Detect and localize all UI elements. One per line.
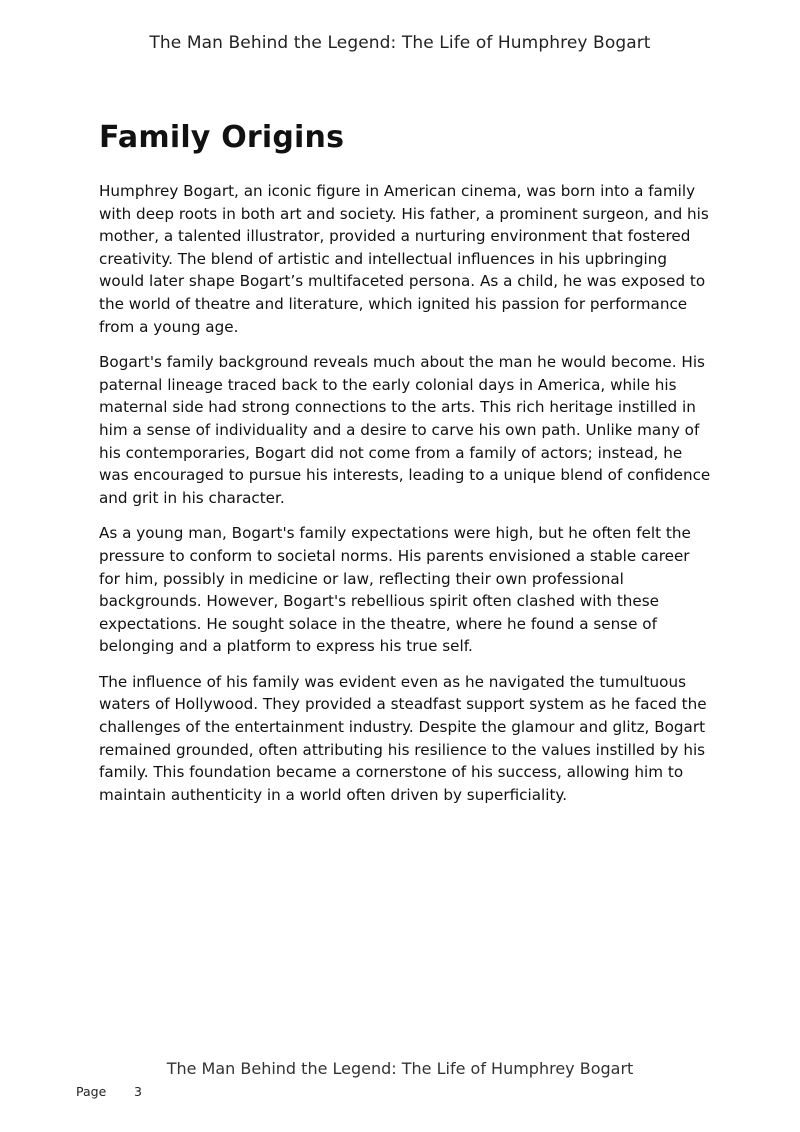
body-paragraph: The influence of his family was evident even as he navigated the tumultuous waters of Hollywood. They provided a steadfast support system as he faced the challenges of the entertainment industry. Despite the glamour and glitz, Bogart remained grounded, often attributing his resilience to the values instilled by his family. This foundation became a cornerstone of his success, allowing him to maintain authenticity in a world often driven by superficiality. [99,672,707,804]
page-label: Page [76,1084,107,1099]
page-number: 3 [134,1084,142,1099]
body-paragraph: Humphrey Bogart, an iconic figure in American cinema, was born into a family with deep roots in both art and society. His father, a prominent surgeon, and his mother, a talented illustrator, provided a nurturing environment that fostered creativity. The blend of artistic and intellectual influences in his upbringing would later shape Bogart’s multifaceted persona. As a child, he was exposed to the world of theatre and literature, which ignited his passion for performance from a young age. [99,182,709,336]
running-header: The Man Behind the Legend: The Life of Humphrey Bogart [149,33,651,53]
running-footer: The Man Behind the Legend: The Life of Humphrey Bogart [166,1059,634,1078]
body-paragraph: As a young man, Bogart's family expectations were high, but he often felt the pressure to conform to societal norms. His parents envisioned a stable career for him, possibly in medicine or law, reflecting their own professional backgrounds. However, Bogart's rebellious spirit often clashed with these expectations. He sought solace in the theatre, where he found a sense of belonging and a platform to express his true self. [99,524,691,656]
chapter-title: Family Origins [99,120,345,155]
body-paragraph: Bogart's family background reveals much about the man he would become. His paternal lineage traced back to the early colonial days in America, while his maternal side had strong connections to the arts. This rich heritage instilled in him a sense of individuality and a desire to carve his own path. Unlike many of his contemporaries, Bogart did not come from a family of actors; instead, he was encouraged to pursue his interests, leading to a unique blend of confidence and grit in his character. [99,353,711,507]
page-content [99,118,711,819]
